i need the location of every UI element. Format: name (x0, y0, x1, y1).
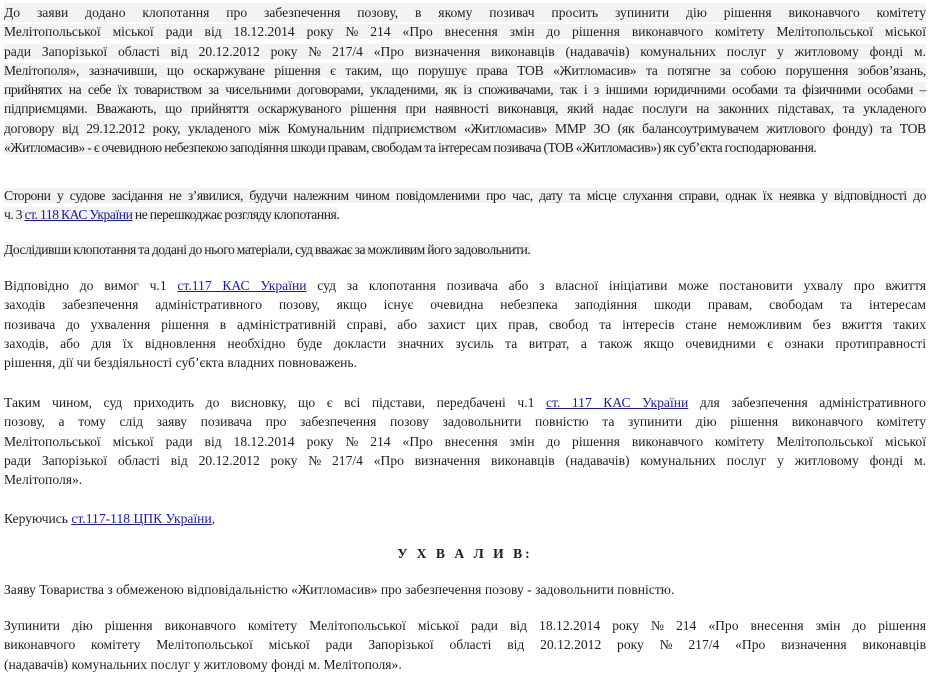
text-fragment: Таким чином, суд приходить до висновку, що є всі підстави, передбачені ч.1 (4, 395, 546, 410)
text-line: позивача до ухвалення рішення в адміністративній справі, або захист цих прав, свобод та інтересів стане неможливим без вжиття таких (4, 316, 926, 332)
text-fragment: суд за клопотання позивача або з власної ініціативи може постановити ухвалу про вжиття (306, 278, 927, 293)
text-line: «Житломасив» - є очевидною небезпекою заподіяння шкоди правам, свободам та інтересам позивача (ТОВ «Житломасив») як суб’єкта господарювання. (4, 140, 817, 156)
text-fragment: не перешкоджає розгляду клопотання. (132, 207, 340, 223)
paragraph-ruling-suspend (4, 616, 926, 674)
law-link-cpk-117-118[interactable]: ст.117-118 ЦПК України (71, 511, 212, 526)
ruling-heading-text: У Х В А Л И В: (397, 546, 533, 561)
text-line: підприємцями. Вважають, що прийняття оскаржуваного рішення при наявності виконавця, який надає послуги на законних підставах, та укладеного (4, 101, 926, 117)
law-link-kas-118[interactable]: ст. 118 КАС України (24, 207, 133, 223)
text-line: До заяви додано клопотання про забезпечення позову, в якому позивач просить зупинити дію рішення виконавчого комітету (4, 3, 926, 22)
paragraph-ruling-grant (4, 580, 926, 599)
text-line: прийнятих на себе їх товариством за чисельними договорами, укладеними, як із споживачами, так і з іншими юридичними особами та фізичними особами – (4, 82, 926, 98)
text-line: заходів забезпечення адміністративного позову, якщо існує очевидна небезпека заподіяння шкоди правам, свободам та інтересам (4, 297, 926, 313)
law-link-kas-117[interactable]: ст.117 КАС України (177, 278, 307, 293)
text-line: Заяву Товариства з обмеженою відповідальністю «Житломасив» про забезпечення позову - задовольнити повністю. (4, 582, 675, 597)
text-line: виконавчого комітету Мелітопольської міської ради Запорізької області від 20.12.2012 року № 217/4 «Про визначення виконавців (4, 637, 926, 653)
paragraph-conclusion (4, 393, 926, 489)
paragraph-parties-absence (4, 186, 926, 225)
text-fragment: Відповідно до вимог ч.1 (4, 278, 178, 293)
text-line: Зупинити дію рішення виконавчого комітету Мелітопольської міської ради від 18.12.2014 року № 214 «Про внесення змін до рішення (4, 618, 926, 633)
paragraph-court-finding (4, 240, 926, 259)
law-link-kas-117[interactable]: ст. 117 КАС України (545, 395, 689, 410)
text-fragment: для забезпечення адміністративного (688, 395, 926, 410)
text-fragment: , (211, 511, 216, 526)
text-line: позову, а тому слід заяву позивача про забезпечення позову задовольнити повністю та зупинити дію рішення виконавчого комітету (4, 414, 926, 430)
paragraph-legal-basis (4, 276, 926, 372)
text-line: Мелітопольської міської ради від 18.12.2014 року № 214 «Про внесення змін до рішення виконавчого комітету Мелітопольської міської (4, 433, 926, 449)
text-line: Дослідивши клопотання та додані до нього матеріали, суд вважає за можливим його задовольнити. (4, 242, 531, 257)
text-line: Мелітополя». (4, 472, 83, 488)
paragraph-motion-description (4, 3, 926, 157)
text-line: Мелітополя», зазначивши, що оскаржуване рішення є таким, що порушує права ТОВ «Житломасив» та потягне за собою порушення зобов’язань, (4, 62, 926, 78)
text-line: (надавачів) комунальних послуг у житловому фонді м. Мелітополя». (4, 656, 402, 672)
ruling-heading (4, 544, 926, 563)
text-fragment: Керуючись (4, 511, 72, 526)
text-line: договору від 29.12.2012 року, укладеного між Комунальним підприємством «Житломасив» ММР ЗО (як балансоутримувачем житлового фонду) та ТОВ (4, 120, 926, 136)
paragraph-guided-by (4, 509, 926, 528)
text-line: рішення, дії чи бездіяльності суб’єкта владних повноважень. (4, 355, 357, 371)
text-line: ради Запорізької області від 20.12.2012 року № 217/4 «Про визначення виконавців (надавачів) комунальних послуг у житловому фонді м. (4, 43, 926, 59)
text-fragment: ч. 3 (4, 207, 25, 223)
text-line: Сторони у судове засідання не з’явилися, будучи належним чином повідомленими про час, дату та місце слухання справи, однак їх неявка у відповідності до (4, 188, 926, 203)
text-line: заходів, або для їх відновлення необхідно буде докласти значних зусиль та витрат, а також якщо очевидними є ознаки протиправності (4, 335, 926, 351)
text-line: ради Запорізької області від 20.12.2012 року № 217/4 «Про визначення виконавців (надавачів) комунальних послуг у житловому фонді м. (4, 452, 926, 468)
text-line: Мелітопольської міської ради від 18.12.2014 року № 214 «Про внесення змін до рішення виконавчого комітету Мелітопольської міської (4, 24, 926, 40)
